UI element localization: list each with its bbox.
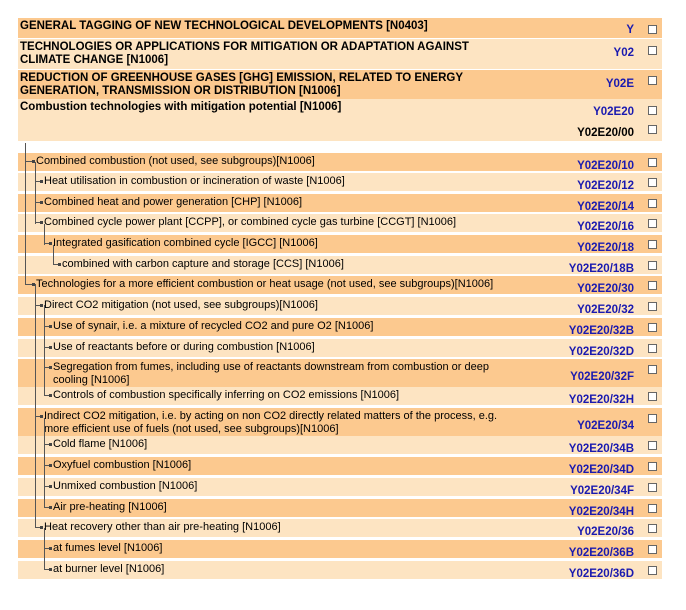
header-row-y02 <box>18 39 662 69</box>
row-label: REDUCTION OF GREENHOUSE GASES [GHG] EMISSION, RELATED TO ENERGY GENERATION, TRANSMISSION OR DISTRIBUTION [N1006] <box>20 72 463 97</box>
row-code[interactable]: Y02E20/18 <box>577 242 634 254</box>
select-checkbox[interactable] <box>648 365 657 374</box>
row-code[interactable]: Y02E20/36D <box>568 568 634 580</box>
tree-node-dot <box>49 366 52 369</box>
select-checkbox[interactable] <box>648 76 657 85</box>
row-code[interactable]: Y02E20/10 <box>577 160 634 172</box>
row-label: GENERAL TAGGING OF NEW TECHNOLOGICAL DEVELOPMENTS [N0403] <box>20 20 428 32</box>
tree-node-dot <box>40 201 43 204</box>
tree-node-dot <box>49 394 52 397</box>
select-checkbox[interactable] <box>648 158 657 167</box>
tree-guide-line <box>25 143 26 284</box>
select-checkbox[interactable] <box>648 199 657 208</box>
tree-row <box>18 153 662 171</box>
tree-row <box>18 173 662 191</box>
select-checkbox[interactable] <box>648 545 657 554</box>
row-label: Use of synair, i.e. a mixture of recycled CO2 and pure O2 [N1006] <box>53 320 374 332</box>
select-checkbox[interactable] <box>648 344 657 353</box>
tree-node-dot <box>58 263 61 266</box>
tree-row <box>18 436 662 454</box>
header-row-y <box>18 18 662 38</box>
row-label: Combined heat and power generation [CHP] [N1006] <box>44 196 303 208</box>
row-label: TECHNOLOGIES OR APPLICATIONS FOR MITIGATION OR ADAPTATION AGAINST CLIMATE CHANGE [N1006] <box>20 41 469 66</box>
row-label: Unmixed combustion [N1006] <box>53 480 198 492</box>
row-code[interactable]: Y <box>626 24 634 36</box>
row-label: Controls of combustion specifically inferring on CO2 emissions [N1006] <box>53 389 400 401</box>
tree-node-dot <box>49 242 52 245</box>
tree-row <box>18 194 662 212</box>
select-checkbox[interactable] <box>648 219 657 228</box>
select-checkbox[interactable] <box>648 240 657 249</box>
row-label: Indirect CO2 mitigation, i.e. by acting on non CO2 directly related matters of the process, e.g. more efficient use of fuels (not used, see subgroups)[N1006] <box>44 410 498 435</box>
row-code[interactable]: Y02E20/36B <box>568 547 634 559</box>
row-code[interactable]: Y02E20/34B <box>568 443 634 455</box>
row-label: Combined cycle power plant [CCPP], or combined cycle gas turbine [CCGT] [N1006] <box>44 216 457 228</box>
tree-row <box>18 387 662 405</box>
select-checkbox[interactable] <box>648 462 657 471</box>
header-row-y02e <box>18 70 662 99</box>
tree-row <box>18 561 662 579</box>
tree-row <box>18 276 662 294</box>
tree-row <box>18 214 662 232</box>
select-checkbox[interactable] <box>648 261 657 270</box>
row-code[interactable]: Y02E20/36 <box>577 526 634 538</box>
row-label: Direct CO2 mitigation (not used, see subgroups)[N1006] <box>44 299 318 311</box>
row-code[interactable]: Y02E20/16 <box>577 221 634 233</box>
row-code[interactable]: Y02E <box>605 78 634 90</box>
row-code[interactable]: Y02E20/00 <box>577 127 634 139</box>
tree-row <box>18 457 662 475</box>
select-checkbox[interactable] <box>648 46 657 55</box>
tree-row <box>18 540 662 558</box>
tree-guide-line <box>44 224 45 245</box>
header-row-y02e20 <box>18 99 662 141</box>
tree-node-dot <box>40 221 43 224</box>
row-code[interactable]: Y02E20/32B <box>568 325 634 337</box>
select-checkbox[interactable] <box>648 566 657 575</box>
tree-guide-line <box>53 245 54 265</box>
tree-row <box>18 318 662 336</box>
row-code[interactable]: Y02E20/32 <box>577 304 634 316</box>
tree-row <box>18 339 662 357</box>
tree-node-dot <box>49 443 52 446</box>
select-checkbox[interactable] <box>648 125 657 134</box>
tree-node-dot <box>49 325 52 328</box>
select-checkbox[interactable] <box>648 483 657 492</box>
row-label: Segregation from fumes, including use of reactants downstream from combustion or deep cooling [N1006] <box>53 361 489 386</box>
tree-row <box>18 478 662 496</box>
row-label: at fumes level [N1006] <box>53 542 163 554</box>
row-code[interactable]: Y02E20/34D <box>568 464 634 476</box>
row-code[interactable]: Y02E20/34 <box>577 420 634 432</box>
row-code[interactable]: Y02E20/32F <box>570 371 634 383</box>
tree-node-dot <box>49 346 52 349</box>
row-code[interactable]: Y02E20/12 <box>577 180 634 192</box>
row-code[interactable]: Y02E20/18B <box>568 263 634 275</box>
tree-row <box>18 256 662 274</box>
tree-node-dot <box>40 415 43 418</box>
row-label: Use of reactants before or during combustion [N1006] <box>53 341 315 353</box>
tree-guide-line <box>35 284 36 528</box>
row-label: Heat recovery other than air pre-heating [N1006] <box>44 521 281 533</box>
tree-guide-line <box>44 305 45 396</box>
tree-row <box>18 408 662 436</box>
row-label: Combustion technologies with mitigation potential [N1006] <box>20 101 342 113</box>
select-checkbox[interactable] <box>648 323 657 332</box>
select-checkbox[interactable] <box>648 106 657 115</box>
row-label: Oxyfuel combustion [N1006] <box>53 459 192 471</box>
tree-node-dot <box>49 547 52 550</box>
tree-node-dot <box>40 526 43 529</box>
select-checkbox[interactable] <box>648 302 657 311</box>
tree-node-dot <box>49 464 52 467</box>
tree-row <box>18 499 662 517</box>
row-label: Air pre-heating [N1006] <box>53 501 167 513</box>
row-code[interactable]: Y02E20/30 <box>577 283 634 295</box>
tree-node-dot <box>40 180 43 183</box>
tree-guide-line <box>35 162 36 224</box>
select-checkbox[interactable] <box>648 504 657 513</box>
row-code[interactable]: Y02E20/14 <box>577 201 634 213</box>
row-code[interactable]: Y02E20/34F <box>570 485 634 497</box>
select-checkbox[interactable] <box>648 178 657 187</box>
select-checkbox[interactable] <box>648 25 657 34</box>
row-label: Cold flame [N1006] <box>53 438 148 450</box>
row-label: Combined combustion (not used, see subgroups)[N1006] <box>36 155 315 167</box>
row-code[interactable]: Y02E20/32D <box>568 346 634 358</box>
tree-node-dot <box>49 506 52 509</box>
tree-row <box>18 235 662 253</box>
row-label: Integrated gasification combined cycle [IGCC] [N1006] <box>53 237 318 249</box>
row-label: Heat utilisation in combustion or incineration of waste [N1006] <box>44 175 345 187</box>
tree-guide-line <box>44 418 45 508</box>
tree-row <box>18 297 662 315</box>
row-label: Technologies for a more efficient combustion or heat usage (not used, see subgroups)[N1006] <box>36 278 494 290</box>
row-code[interactable]: Y02E20 <box>593 106 634 118</box>
select-checkbox[interactable] <box>648 281 657 290</box>
tree-row <box>18 519 662 537</box>
row-code[interactable]: Y02 <box>613 47 634 59</box>
select-checkbox[interactable] <box>648 392 657 401</box>
row-code[interactable]: Y02E20/32H <box>568 394 634 406</box>
select-checkbox[interactable] <box>648 441 657 450</box>
tree-row <box>18 359 662 387</box>
select-checkbox[interactable] <box>648 524 657 533</box>
row-label: at burner level [N1006] <box>53 563 165 575</box>
tree-node-dot <box>49 568 52 571</box>
row-code[interactable]: Y02E20/34H <box>568 506 634 518</box>
select-checkbox[interactable] <box>648 414 657 423</box>
tree-node-dot <box>40 304 43 307</box>
tree-guide-line <box>44 528 45 570</box>
tree-node-dot <box>49 485 52 488</box>
row-label: combined with carbon capture and storage [CCS] [N1006] <box>62 258 344 270</box>
